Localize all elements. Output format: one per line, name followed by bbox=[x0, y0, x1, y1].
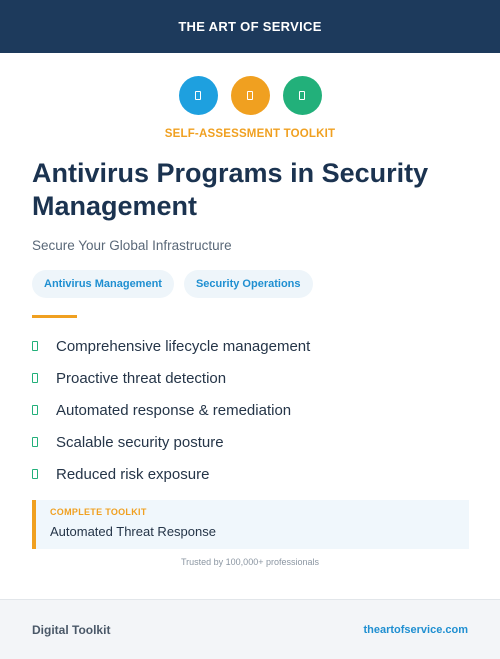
check-icon bbox=[32, 437, 38, 447]
trust-note: Trusted by 100,000+ professionals bbox=[180, 557, 319, 567]
blue-badge-icon bbox=[179, 76, 218, 115]
check-icon bbox=[32, 341, 38, 351]
check-icon bbox=[32, 405, 38, 415]
tag-list bbox=[32, 270, 313, 298]
icon-row bbox=[0, 76, 500, 115]
header-bar bbox=[0, 0, 500, 53]
check-icon bbox=[32, 469, 38, 479]
feature-text: Automated response & remediation bbox=[56, 401, 292, 419]
orange-badge-icon bbox=[231, 76, 270, 115]
check-icon bbox=[32, 373, 38, 383]
tag-security-operations[interactable]: Security Operations bbox=[184, 270, 313, 298]
feature-item bbox=[32, 394, 310, 426]
feature-text: Reduced risk exposure bbox=[56, 465, 210, 483]
toolkit-callout bbox=[32, 500, 469, 549]
callout-text: Automated Threat Response bbox=[50, 524, 216, 539]
feature-text: Scalable security posture bbox=[56, 433, 224, 451]
footer-label: Digital Toolkit bbox=[32, 622, 111, 637]
feature-item bbox=[32, 426, 310, 458]
feature-item bbox=[32, 458, 310, 490]
tag-antivirus-management[interactable]: Antivirus Management bbox=[32, 270, 174, 298]
feature-text: Proactive threat detection bbox=[56, 369, 227, 387]
feature-text: Comprehensive lifecycle management bbox=[56, 337, 311, 355]
kicker-label: SELF-ASSESSMENT TOOLKIT bbox=[164, 128, 336, 140]
feature-item bbox=[32, 330, 310, 362]
feature-item bbox=[32, 362, 310, 394]
callout-label: COMPLETE TOOLKIT bbox=[50, 507, 147, 517]
accent-divider bbox=[32, 315, 77, 318]
subtitle: Secure Your Global Infrastructure bbox=[32, 238, 232, 253]
feature-list bbox=[32, 330, 310, 490]
footer-bar bbox=[0, 599, 500, 659]
website-link[interactable]: theartofservice.com bbox=[363, 623, 468, 636]
brand-title: THE ART OF SERVICE bbox=[178, 19, 322, 34]
green-badge-icon bbox=[283, 76, 322, 115]
page-title: Antivirus Programs in Security Management bbox=[32, 158, 429, 221]
